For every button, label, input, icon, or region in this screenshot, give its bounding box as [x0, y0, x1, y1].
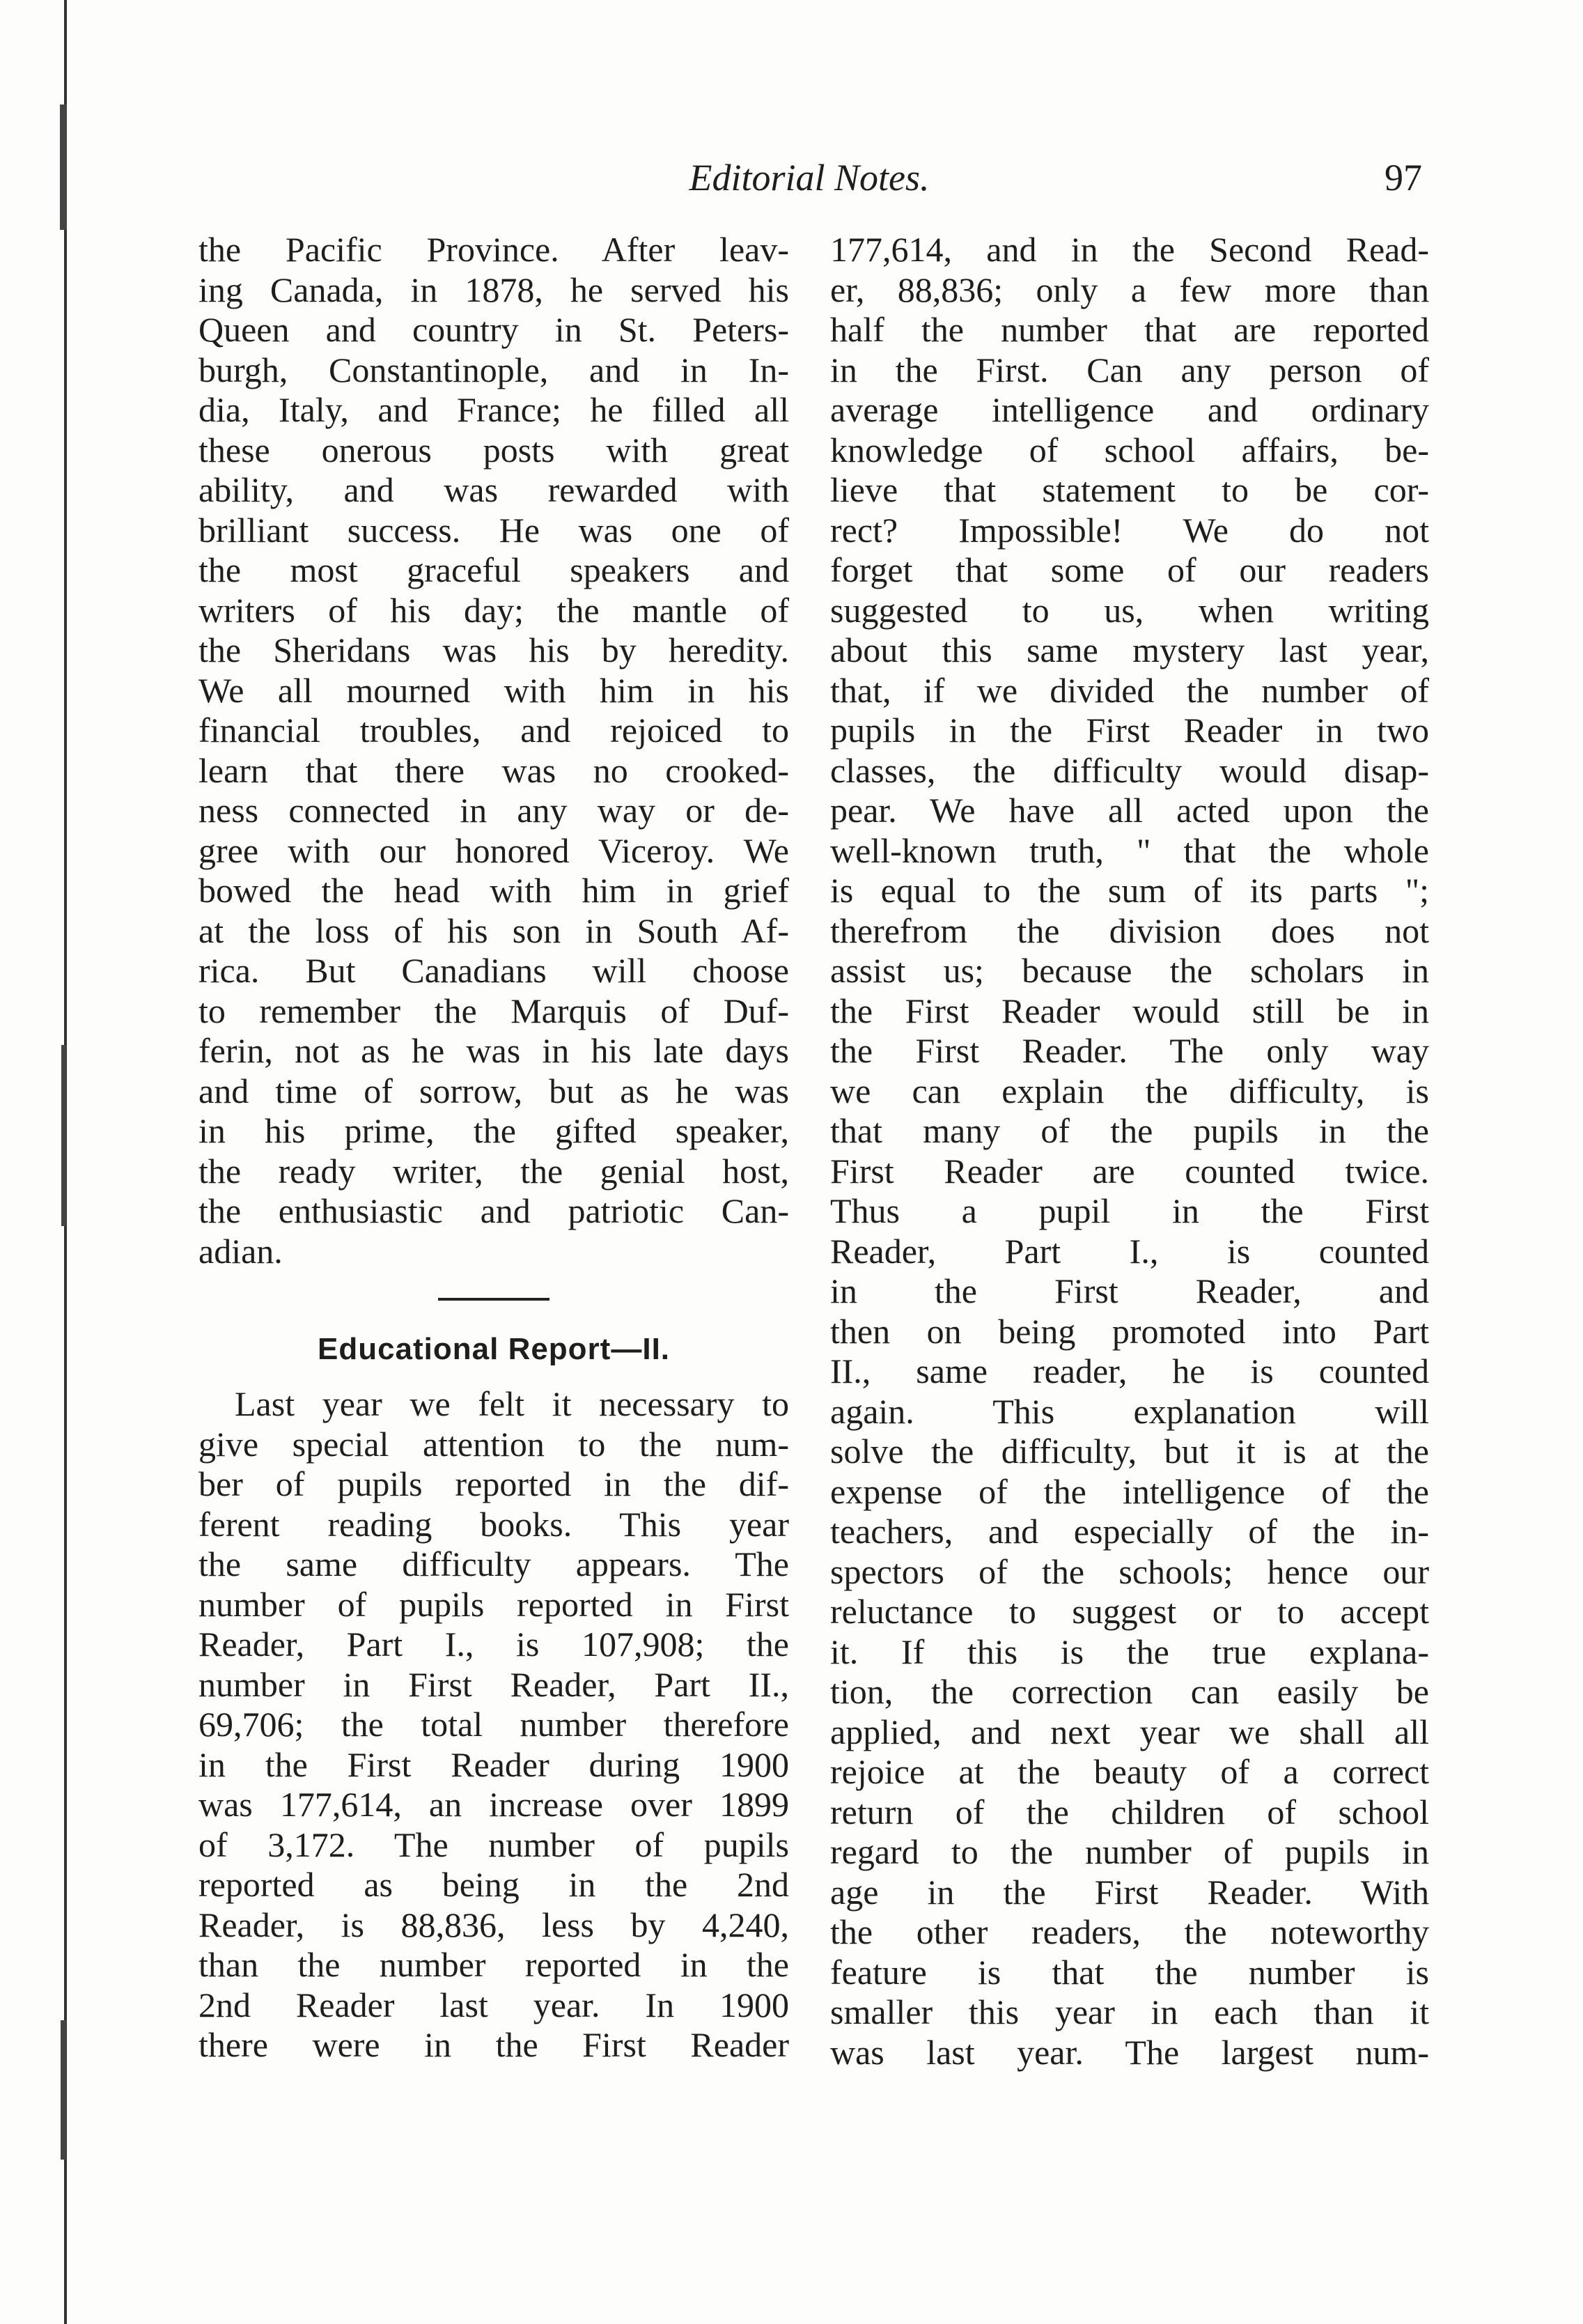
text-line: the First Reader would still be in — [830, 991, 1429, 1030]
text-line: financial troubles, and rejoiced to — [198, 711, 789, 750]
text-line: suggested to us, when writing — [830, 590, 1429, 630]
text-line: again. This explanation will — [830, 1391, 1429, 1431]
text-line: burgh, Constantinople, and in In- — [198, 350, 789, 389]
text-line: lieve that statement to be cor- — [830, 470, 1429, 509]
text-line: ferent reading books. This year — [198, 1504, 789, 1544]
text-line: ability, and was rewarded with — [198, 470, 789, 509]
text-line: the other readers, the noteworthy — [830, 1912, 1429, 1951]
text-line: pear. We have all acted upon the — [830, 791, 1429, 830]
text-line: assist us; because the scholars in — [830, 951, 1429, 990]
text-line: adian. — [198, 1231, 283, 1271]
page-header — [196, 153, 1422, 209]
text-line: in the First. Can any person of — [830, 350, 1429, 389]
binding-mark — [61, 2020, 66, 2160]
text-line: er, 88,836; only a few more than — [830, 270, 1429, 309]
text-line: well-known truth, " that the whole — [830, 830, 1429, 870]
binding-mark — [60, 104, 67, 230]
text-line: the First Reader. The only way — [830, 1031, 1429, 1070]
page-number: 97 — [1385, 157, 1422, 199]
running-title: Editorial Notes. — [689, 157, 930, 199]
text-line: was last year. The largest num- — [830, 2032, 1429, 2072]
text-line: 69,706; the total number therefore — [198, 1705, 789, 1744]
text-line: half the number that are reported — [830, 310, 1429, 349]
text-line: Thus a pupil in the First — [830, 1191, 1429, 1230]
text-line: was 177,614, an increase over 1899 — [198, 1785, 789, 1824]
text-line: spectors of the schools; hence our — [830, 1551, 1429, 1591]
text-line: rejoice at the beauty of a correct — [830, 1752, 1429, 1791]
text-line: teachers, and especially of the in- — [830, 1512, 1429, 1551]
text-line: First Reader are counted twice. — [830, 1151, 1429, 1191]
text-line: Reader, Part I., is 107,908; the — [198, 1625, 789, 1664]
text-line: applied, and next year we shall all — [830, 1712, 1429, 1751]
text-line: the Pacific Province. After leav- — [198, 230, 789, 269]
text-line: at the loss of his son in South Af- — [198, 911, 789, 950]
text-line: in his prime, the gifted speaker, — [198, 1111, 789, 1150]
text-line: these onerous posts with great — [198, 430, 789, 470]
text-line: number of pupils reported in First — [198, 1584, 789, 1624]
text-line: then on being promoted into Part — [830, 1311, 1429, 1351]
text-line: We all mourned with him in his — [198, 670, 789, 710]
text-line: give special attention to the num- — [198, 1424, 789, 1464]
text-line: and time of sorrow, but as he was — [198, 1071, 789, 1110]
text-line: dia, Italy, and France; he filled all — [198, 390, 789, 429]
binding-mark — [61, 1045, 66, 1226]
text-line: ferin, not as he was in his late days — [198, 1031, 789, 1070]
text-line: expense of the intelligence of the — [830, 1471, 1429, 1511]
text-line: knowledge of school affairs, be- — [830, 430, 1429, 470]
text-line: the Sheridans was his by heredity. — [198, 630, 789, 669]
section-divider — [438, 1298, 549, 1301]
text-line: gree with our honored Viceroy. We — [198, 830, 789, 870]
text-line: forget that some of our readers — [830, 550, 1429, 589]
text-line: rica. But Canadians will choose — [198, 951, 789, 990]
text-line: ing Canada, in 1878, he served his — [198, 270, 789, 309]
text-line: there were in the First Reader — [198, 2025, 789, 2064]
text-line: number in First Reader, Part II., — [198, 1664, 789, 1704]
text-line: the ready writer, the genial host, — [198, 1151, 789, 1191]
right-column — [830, 230, 1429, 2073]
text-line: brilliant success. He was one of — [198, 510, 789, 550]
text-line: age in the First Reader. With — [830, 1872, 1429, 1912]
text-line: writers of his day; the mantle of — [198, 590, 789, 630]
text-line: classes, the difficulty would disap- — [830, 750, 1429, 790]
report-paragraph — [198, 1384, 789, 2066]
text-line: ness connected in any way or de- — [198, 791, 789, 830]
editorial-paragraph — [198, 230, 789, 1271]
text-line: 2nd Reader last year. In 1900 — [198, 1985, 789, 2024]
text-line: in the First Reader during 1900 — [198, 1744, 789, 1784]
text-line: of 3,172. The number of pupils — [198, 1825, 789, 1864]
text-line: bowed the head with him in grief — [198, 871, 789, 910]
text-line: therefrom the division does not — [830, 911, 1429, 950]
text-line: smaller this year in each than it — [830, 1992, 1429, 2031]
text-line: about this same mystery last year, — [830, 630, 1429, 669]
text-line: tion, the correction can easily be — [830, 1672, 1429, 1711]
text-line: 177,614, and in the Second Read- — [830, 230, 1429, 269]
text-line: learn that there was no crooked- — [198, 750, 789, 790]
text-line: reported as being in the 2nd — [198, 1865, 789, 1904]
text-line: that, if we divided the number of — [830, 670, 1429, 710]
text-line: it. If this is the true explana- — [830, 1632, 1429, 1671]
text-line: that many of the pupils in the — [830, 1111, 1429, 1150]
text-line: the enthusiastic and patriotic Can- — [198, 1191, 789, 1230]
text-line: solve the difficulty, but it is at the — [830, 1432, 1429, 1471]
text-line: the same difficulty appears. The — [198, 1544, 789, 1583]
text-line: the most graceful speakers and — [198, 550, 789, 589]
text-line: to remember the Marquis of Duf- — [198, 991, 789, 1030]
text-line: regard to the number of pupils in — [830, 1832, 1429, 1871]
text-line: Reader, Part I., is counted — [830, 1231, 1429, 1271]
text-line: than the number reported in the — [198, 1945, 789, 1984]
text-line: Queen and country in St. Peters- — [198, 310, 789, 349]
text-line: ber of pupils reported in the dif- — [198, 1464, 789, 1503]
text-line: pupils in the First Reader in two — [830, 711, 1429, 750]
text-line: reluctance to suggest or to accept — [830, 1592, 1429, 1631]
left-column — [198, 230, 789, 2066]
text-line: II., same reader, he is counted — [830, 1351, 1429, 1390]
section-heading: Educational Report—II. — [317, 1332, 671, 1366]
text-line: is equal to the sum of its parts "; — [830, 871, 1429, 910]
text-line: we can explain the difficulty, is — [830, 1071, 1429, 1110]
text-line: Reader, is 88,836, less by 4,240, — [198, 1905, 789, 1944]
text-line: return of the children of school — [830, 1792, 1429, 1831]
text-line: Last year we felt it necessary to — [235, 1384, 789, 1423]
text-line: feature is that the number is — [830, 1952, 1429, 1992]
text-line: in the First Reader, and — [830, 1271, 1429, 1310]
text-line: rect? Impossible! We do not — [830, 510, 1429, 550]
text-line: average intelligence and ordinary — [830, 390, 1429, 429]
